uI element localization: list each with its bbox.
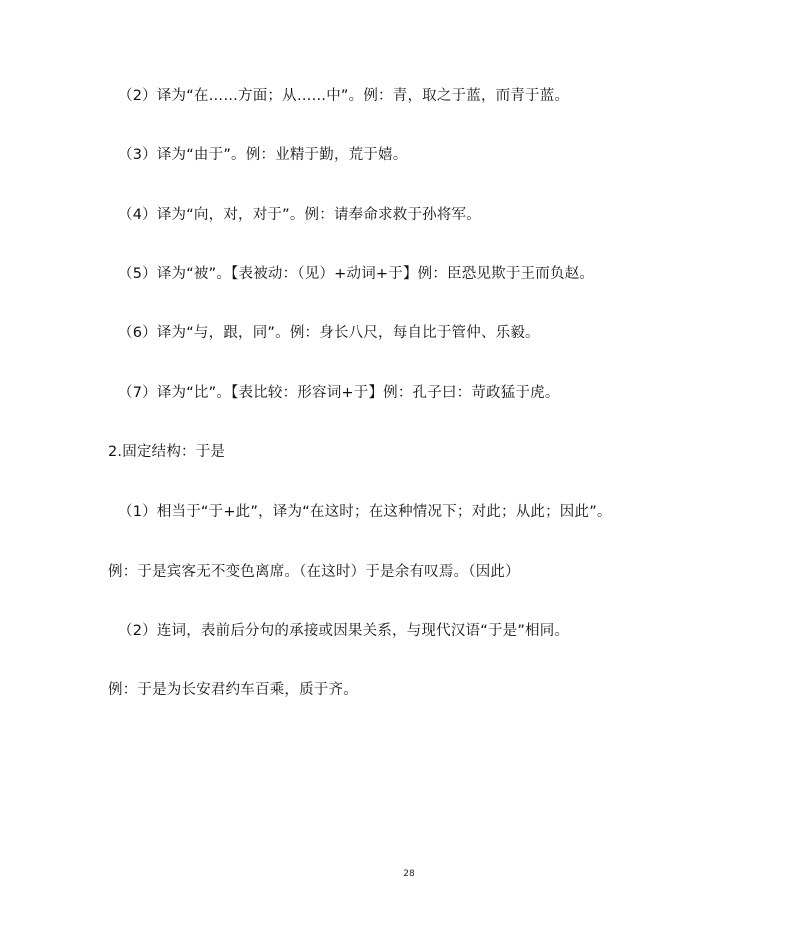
text-line-example-1: 例：于是宾客无不变色离席。（在这时）于是余有叹焉。（因此） — [108, 564, 520, 580]
text-line-3-meaning: （3）译为“由于”。例：业精于勤，荒于嬉。 — [118, 147, 408, 163]
page-number: 28 — [403, 869, 415, 879]
text-line-4-meaning: （4）译为“向，对，对于”。例：请奉命求救于孙将军。 — [118, 207, 481, 223]
text-line-7-meaning: （7）译为“比”。【表比较：形容词+于】例：孔子曰：苛政猛于虎。 — [118, 385, 560, 401]
text-line-6-meaning: （6）译为“与，跟，同”。例：身长八尺，每自比于管仲、乐毅。 — [118, 325, 540, 341]
text-line-example-2: 例：于是为长安君约车百乘，质于齐。 — [108, 682, 358, 698]
section-heading-fixed-structure: 2.固定结构：于是 — [108, 444, 226, 460]
text-line-fixed-2: （2）连词，表前后分句的承接或因果关系，与现代汉语“于是”相同。 — [118, 623, 570, 639]
text-line-2-meaning: （2）译为“在……方面；从……中”。例：青，取之于蓝，而青于蓝。 — [118, 88, 570, 104]
text-line-fixed-1: （1）相当于“于+此”，译为“在这时；在这种情况下；对此；从此；因此”。 — [118, 504, 612, 520]
text-line-5-meaning: （5）译为“被”。【表被动：（见）+动词+于】例：臣恐见欺于王而负赵。 — [118, 266, 595, 282]
